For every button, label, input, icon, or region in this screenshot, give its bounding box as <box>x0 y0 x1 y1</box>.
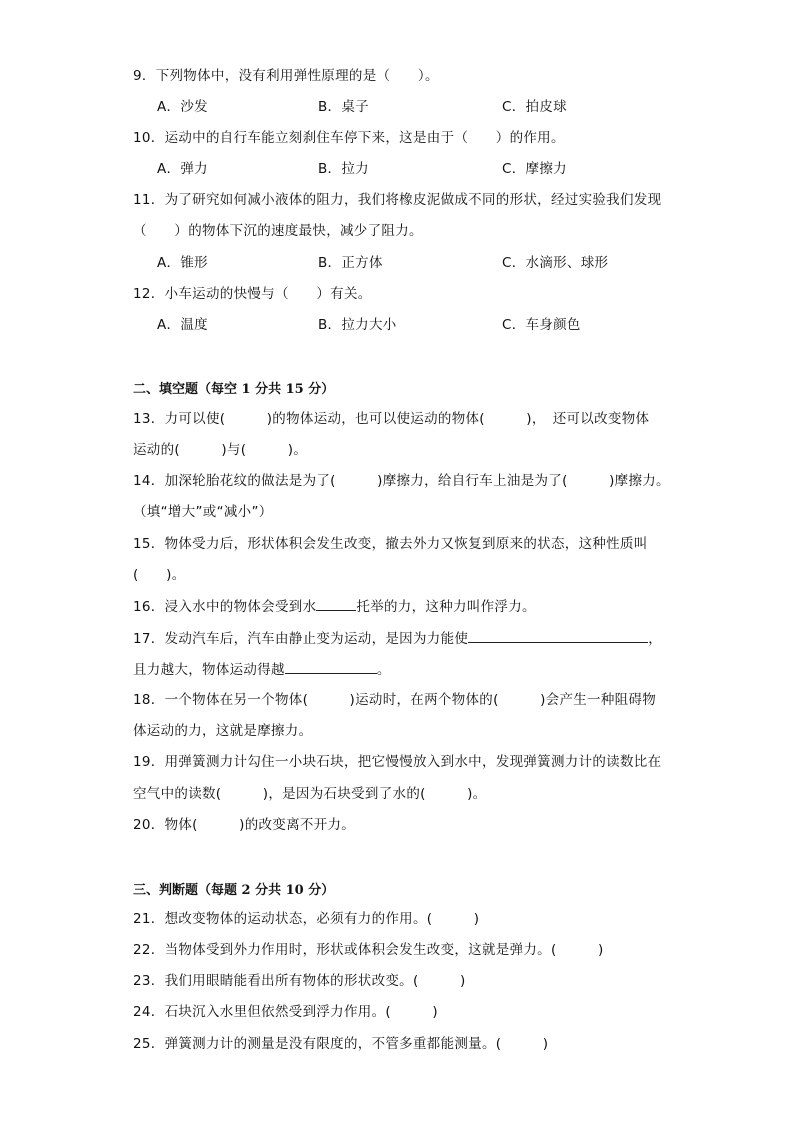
q17-line2-before: 且力越大，物体运动得越 <box>133 662 285 678</box>
question-13-line-1: 13．力可以使( )的物体运动，也可以使运动的物体( )， 还可以改变物体 <box>133 411 650 427</box>
question-24: 24．石块沉入水里但依然受到浮力作用。( ) <box>133 1004 438 1020</box>
question-17-line-1 <box>133 628 662 649</box>
fill-section-heading: 二、填空题（每空 1 分共 15 分） <box>133 382 335 397</box>
question-18-line-2: 体运动的力，这就是摩擦力。 <box>133 723 313 739</box>
q12-option-c: C．车身颜色 <box>502 317 581 333</box>
q9-option-c: C．拍皮球 <box>502 99 567 115</box>
judge-section-heading: 三、判断题（每题 2 分共 10 分） <box>133 883 335 898</box>
q10-option-b: B．拉力 <box>318 161 369 177</box>
question-9: 9．下列物体中，没有利用弹性原理的是（ ）。 <box>133 68 439 84</box>
q16-blank[interactable] <box>316 596 356 611</box>
question-14-line-1: 14．加深轮胎花纹的做法是为了( )摩擦力，给自行车上油是为了( )摩擦力。 <box>133 473 670 489</box>
q10-option-c: C．摩擦力 <box>502 161 567 177</box>
question-14-line-2: （填“增大”或“减小”） <box>133 504 273 520</box>
question-23: 23．我们用眼睛能看出所有物体的形状改变。( ) <box>133 973 466 989</box>
question-18-line-1: 18．一个物体在另一个物体( )运动时，在两个物体的( )会产生一种阻碍物 <box>133 692 657 708</box>
q12-option-b: B．拉力大小 <box>318 317 397 333</box>
q17-blank-2[interactable] <box>285 659 377 674</box>
question-25: 25．弹簧测力计的测量是没有限度的，不管多重都能测量。( ) <box>133 1036 549 1052</box>
q10-option-a: A．弹力 <box>157 161 208 177</box>
question-11-line-2: （ ）的物体下沉的速度最快，减少了阻力。 <box>133 223 423 239</box>
q17-line2-after: 。 <box>376 662 391 678</box>
question-15-line-2: ( )。 <box>133 567 186 583</box>
q11-option-a: A．锥形 <box>157 255 208 271</box>
q17-blank-1[interactable] <box>468 628 648 643</box>
question-13-line-2: 运动的( )与( )。 <box>133 442 308 458</box>
question-19-line-1: 19．用弹簧测力计勾住一小块石块，把它慢慢放入到水中，发现弹簧测力计的读数比在 <box>133 754 662 770</box>
question-20: 20．物体( )的改变离不开力。 <box>133 817 356 833</box>
question-22: 22．当物体受到外力作用时，形状或体积会发生改变，这就是弹力。( ) <box>133 942 604 958</box>
question-12: 12．小车运动的快慢与（ ）有关。 <box>133 286 372 302</box>
q16-text-after: 托举的力，这种力叫作浮力。 <box>356 599 536 615</box>
question-15-line-1: 15．物体受力后，形状体积会发生改变，撤去外力又恢复到原来的状态，这种性质叫 <box>133 536 648 552</box>
q16-text-before: 16．浸入水中的物体会受到水 <box>133 599 317 615</box>
q17-text-after: ， <box>648 631 662 647</box>
q9-option-b: B．桌子 <box>318 99 369 115</box>
q17-text-before: 17．发动汽车后，汽车由静止变为运动，是因为力能使 <box>133 631 469 647</box>
question-16 <box>133 596 536 617</box>
question-11-line-1: 11．为了研究如何减小液体的阻力，我们将橡皮泥做成不同的形状，经过实验我们发现 <box>133 192 662 208</box>
question-17-line-2 <box>133 659 391 680</box>
q11-option-c: C．水滴形、球形 <box>502 255 609 271</box>
question-10: 10．运动中的自行车能立刻刹住车停下来，这是由于（ ）的作用。 <box>133 130 565 146</box>
question-21: 21．想改变物体的运动状态，必须有力的作用。( ) <box>133 911 480 927</box>
question-19-line-2: 空气中的读数( )，是因为石块受到了水的( )。 <box>133 786 487 802</box>
q9-option-a: A．沙发 <box>157 99 208 115</box>
q12-option-a: A．温度 <box>157 317 208 333</box>
q11-option-b: B．正方体 <box>318 255 383 271</box>
